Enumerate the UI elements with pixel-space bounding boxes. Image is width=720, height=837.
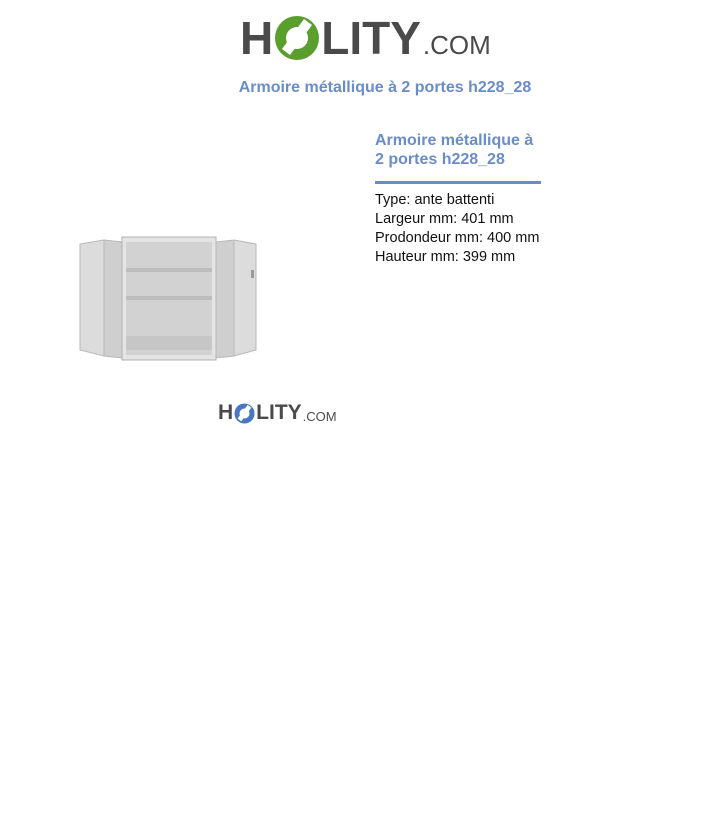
logo-letter-h: H bbox=[240, 12, 274, 64]
product-title: Armoire métallique à 2 portes h228_28 bbox=[375, 131, 541, 184]
logo-text: LITY bbox=[321, 12, 421, 64]
spec-height: Hauteur mm: 399 mm bbox=[375, 249, 516, 265]
product-info bbox=[375, 131, 545, 267]
logo-domain: .COM bbox=[422, 30, 491, 60]
holity-logo-small bbox=[218, 400, 337, 426]
product-image bbox=[78, 232, 260, 364]
logo-o-icon bbox=[274, 15, 320, 61]
logo-o-icon bbox=[234, 403, 255, 424]
spec-type: Type: ante battenti bbox=[375, 192, 495, 208]
spec-depth: Prodondeur mm: 400 mm bbox=[375, 230, 540, 246]
spec-list bbox=[375, 191, 545, 267]
logo-domain: .COM bbox=[302, 408, 337, 424]
logo-text: LITY bbox=[256, 401, 302, 424]
logo-letter-h: H bbox=[218, 401, 234, 424]
holity-logo bbox=[240, 12, 491, 64]
spec-width: Largeur mm: 401 mm bbox=[375, 211, 514, 227]
page-title: Armoire métallique à 2 portes h228_28 bbox=[238, 79, 532, 96]
